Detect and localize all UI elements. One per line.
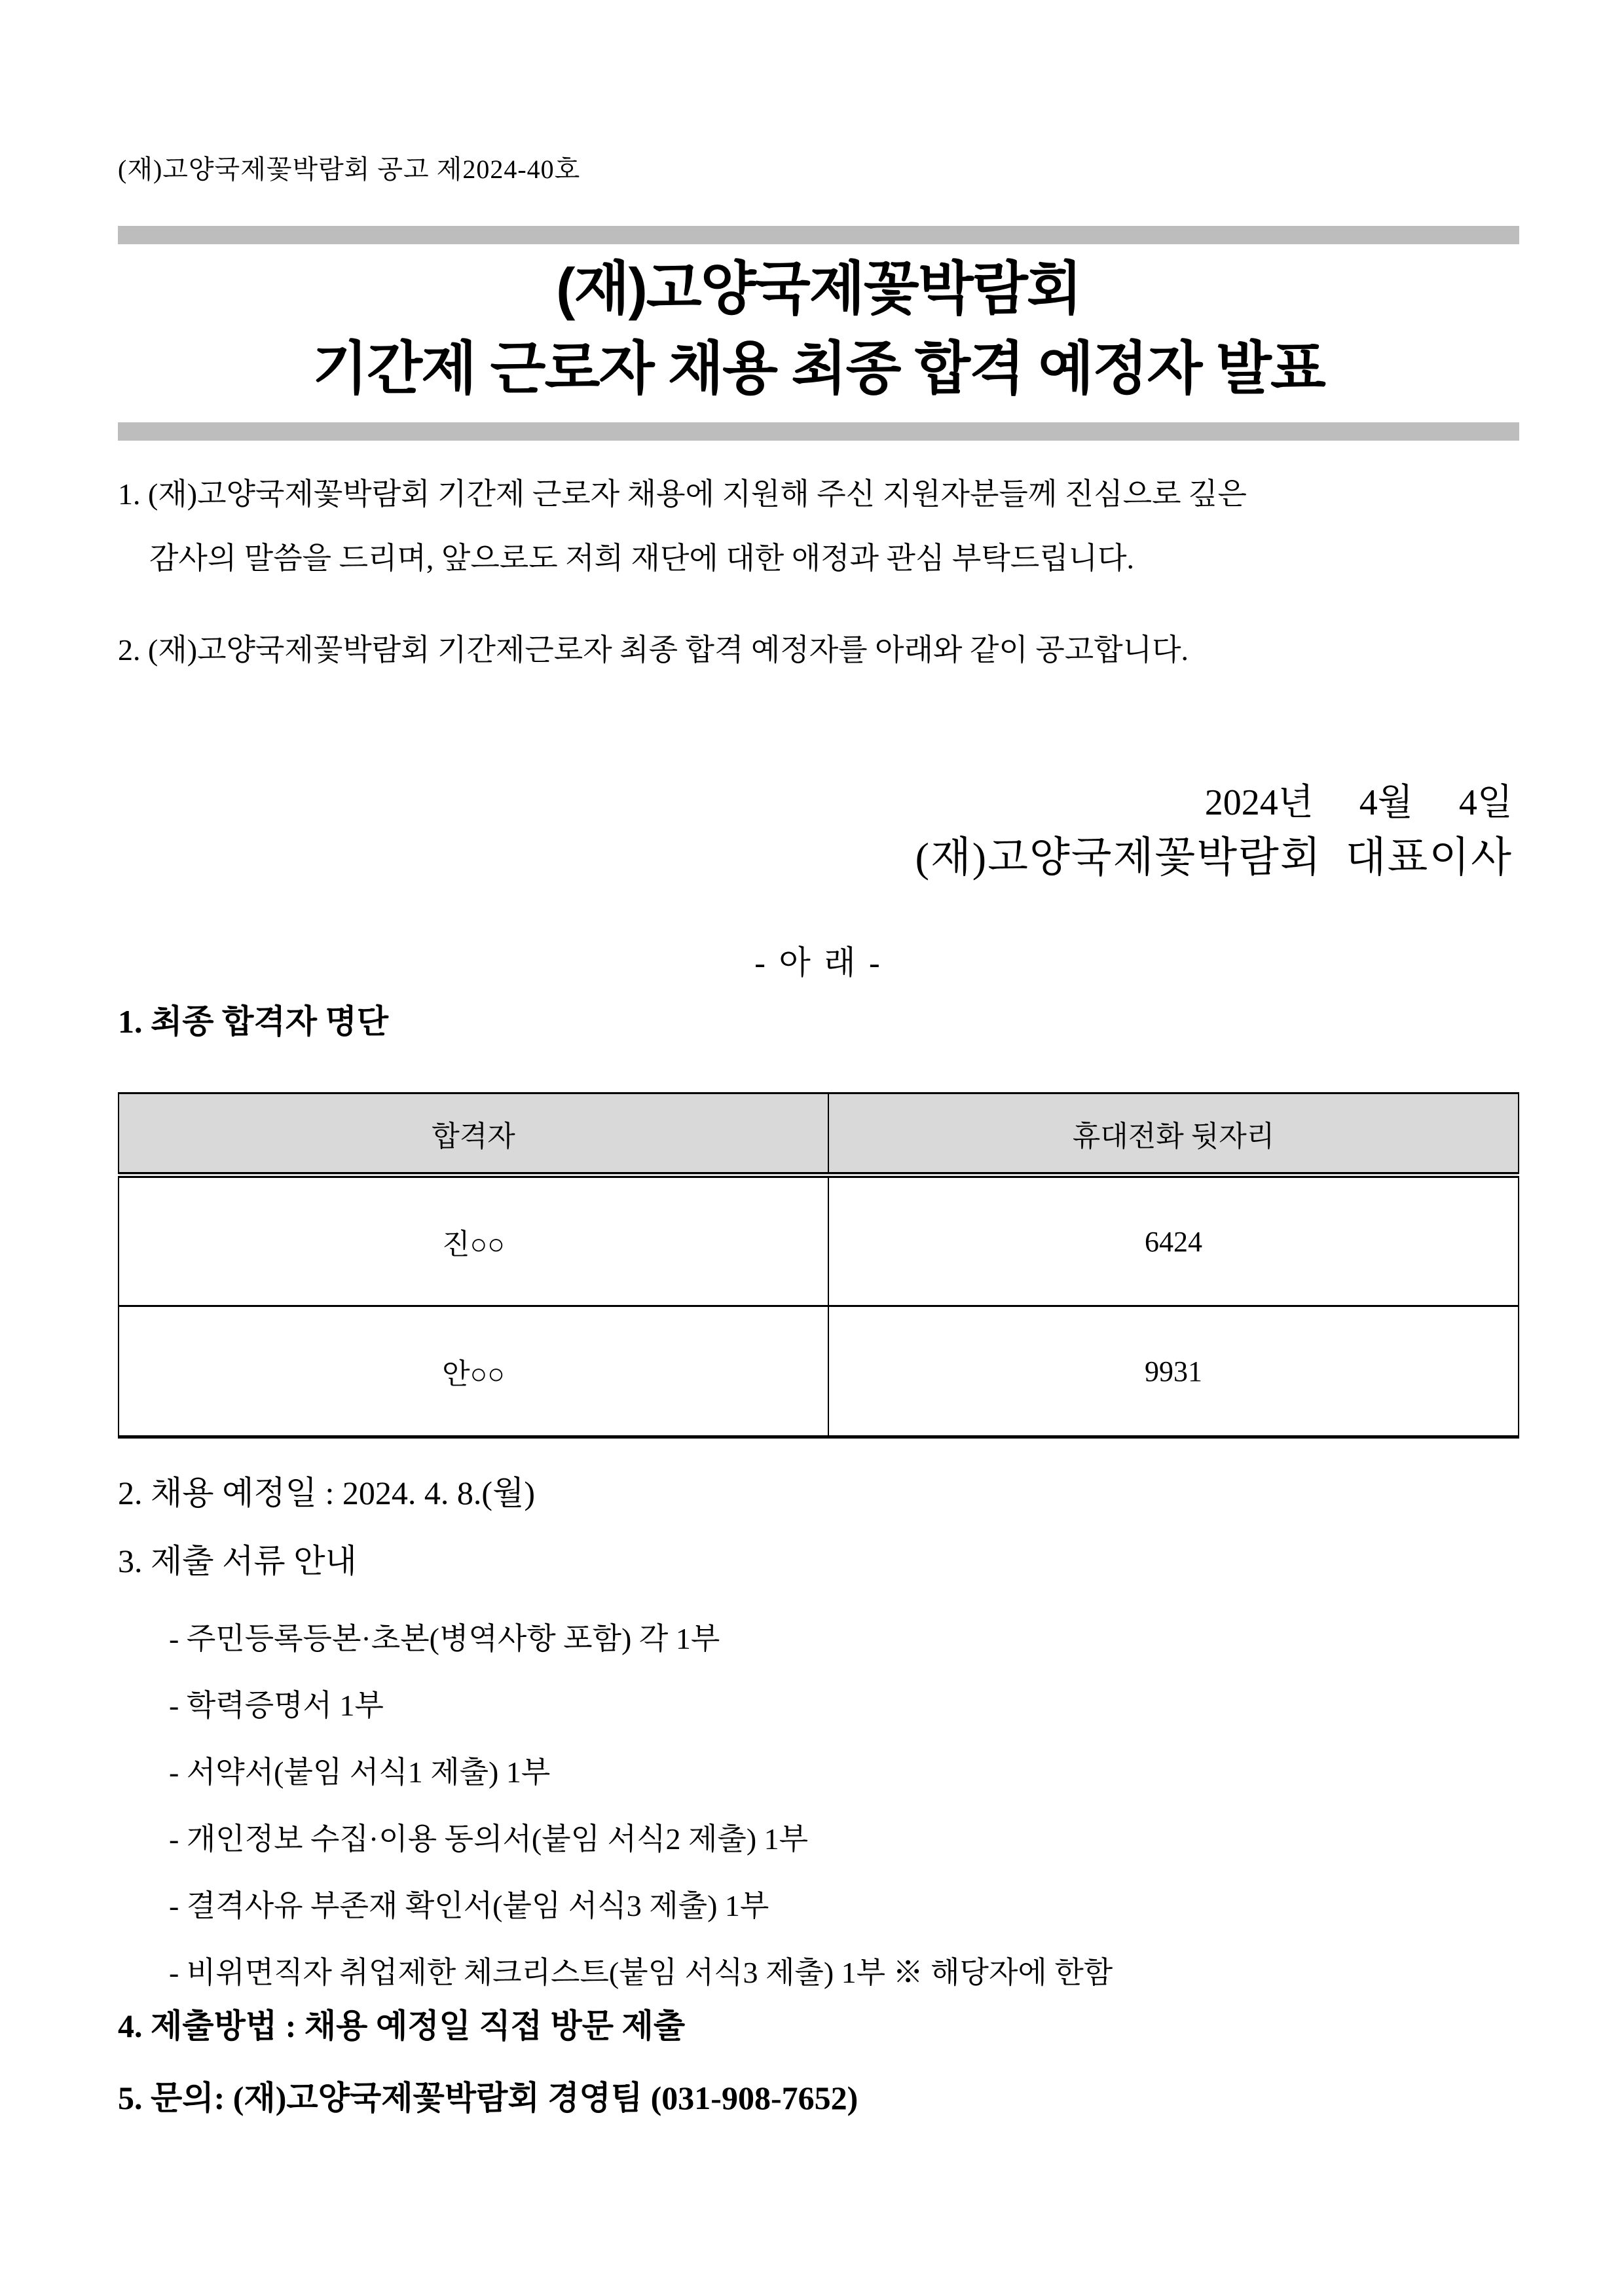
document-list-item: - 서약서(붙임 서식1 제출) 1부 [169,1755,551,1789]
page-title-line-1: (재)고양국제꽃박람회 [556,256,1081,321]
page-title [118,249,1519,409]
doc-number: (재)고양국제꽃박람회 공고 제2024-40호 [118,155,581,184]
successful-candidates-table [118,1092,1519,1439]
document-list-item: - 학력증명서 1부 [169,1689,384,1722]
section-3-heading: 3. 제출 서류 안내 [118,1543,357,1579]
below-separator-label: - 아 래 - [754,944,883,981]
bottom-divider-bar [118,422,1519,441]
page-title-line-2: 기간제 근로자 채용 최종 합격 예정자 발표 [312,336,1325,401]
paragraph-announcement: 2. (재)고양국제꽃박람회 기간제근로자 최종 합격 예정자를 아래와 같이 공고합니다. [118,633,1189,667]
document-list-item: - 비위면직자 취업제한 체크리스트(붙임 서식3 제출) 1부 ※ 해당자에 한함 [169,1956,1113,1989]
document-list-item: - 주민등록등본·초본(병역사항 포함) 각 1부 [169,1622,720,1655]
paragraph-thanks-line-2: 감사의 말씀을 드리며, 앞으로도 저희 재단에 대한 애정과 관심 부탁드립니다. [149,542,1135,575]
required-documents-list [118,1606,1559,2006]
paragraph-thanks [118,462,1532,591]
section-5-heading: 5. 문의: (재)고양국제꽃박람회 경영팀 (031-908-7652) [118,2080,858,2116]
candidate-name-cell: 안○○ [119,1306,828,1437]
table-header-row [119,1093,1519,1175]
table-header-candidate: 합격자 [119,1093,828,1175]
document-list-item: - 개인정보 수집·이용 동의서(붙임 서식2 제출) 1부 [169,1822,809,1856]
section-4-heading: 4. 제출방법 : 채용 예정일 직접 방문 제출 [118,2008,686,2044]
table-row [119,1306,1519,1437]
signature-ceo: (재)고양국제꽃박람회 대표이사 [915,834,1513,881]
candidate-phone-cell: 9931 [828,1306,1519,1437]
document-list-item: - 결격사유 부존재 확인서(붙임 서식3 제출) 1부 [169,1889,769,1922]
table-header-phone-digits: 휴대전화 뒷자리 [828,1093,1519,1175]
section-2-heading: 2. 채용 예정일 : 2024. 4. 8.(월) [118,1475,535,1511]
section-1-heading: 1. 최종 합격자 명단 [118,1003,389,1040]
top-divider-bar [118,226,1519,244]
table-row [119,1175,1519,1306]
announcement-date: 2024년 4월 4일 [1204,782,1513,823]
candidate-name-cell: 진○○ [119,1175,828,1306]
candidate-phone-cell: 6424 [828,1175,1519,1306]
paragraph-thanks-line-1: 1. (재)고양국제꽃박람회 기간제 근로자 채용에 지원해 주신 지원자분들께 진심으로 깊은 [118,477,1247,511]
